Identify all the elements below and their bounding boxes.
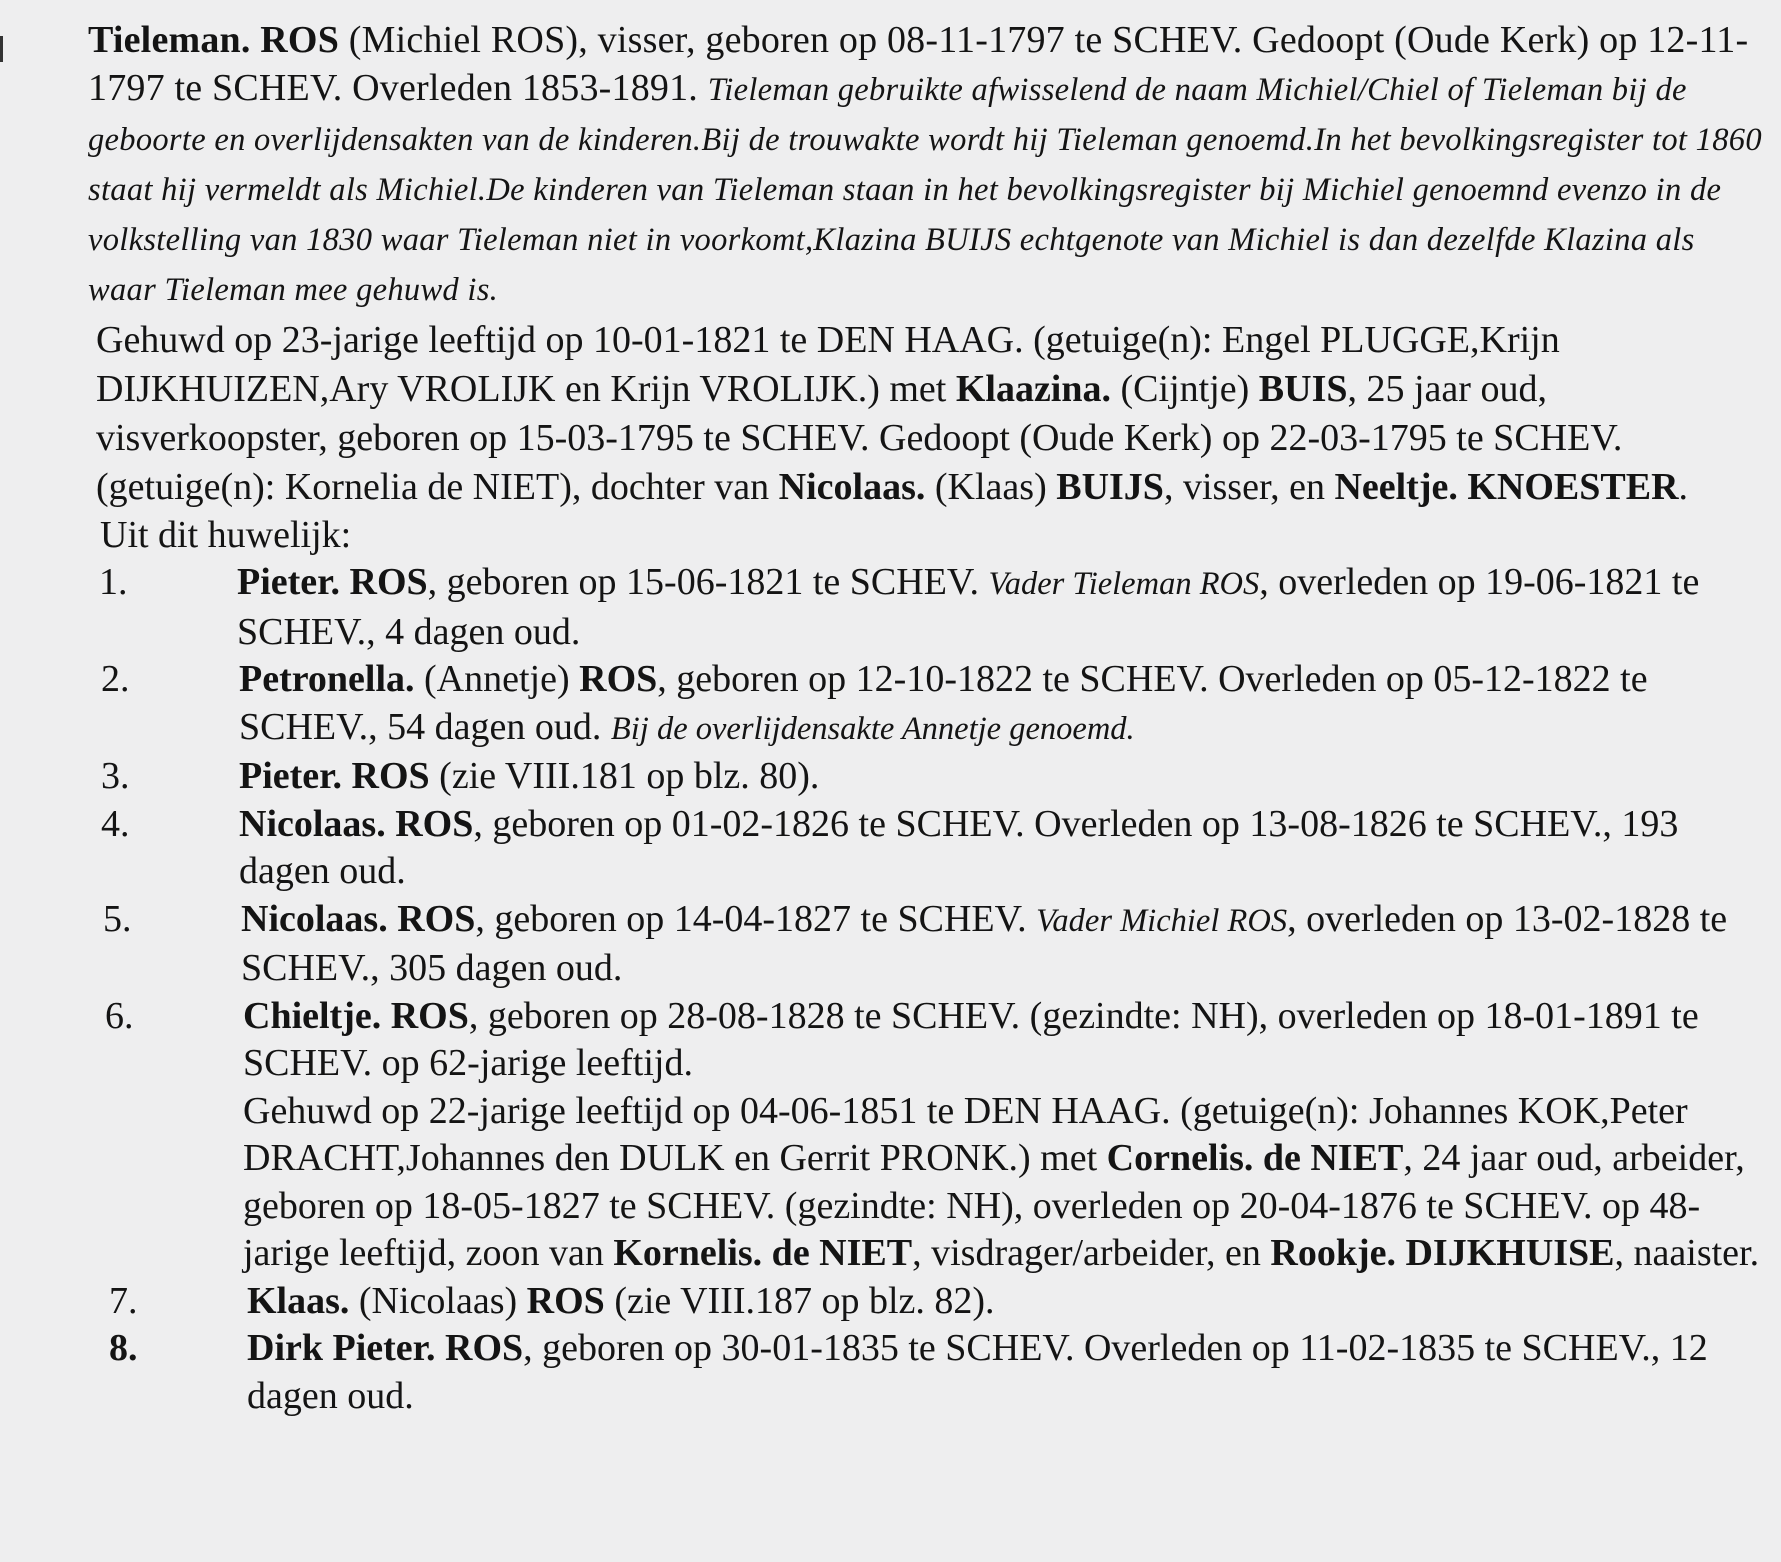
child-first-name: Klaas. — [247, 1279, 350, 1322]
child-number: 7. — [109, 1279, 138, 1322]
child-spouse-text-2: , visdrager/arbeider, en — [912, 1232, 1271, 1274]
parent-alias: (Michiel ROS) — [348, 19, 579, 61]
child-marriage-text: Gehuwd op 22-jarige leeftijd op 04-06-1851 te DEN HAAG. (getuige(n): Johannes KOK,Peter DRACHT,Johannes den DULK en Gerrit PRONK.) met — [243, 1089, 1688, 1179]
child-number: 3. — [101, 755, 130, 797]
child-first-name: Petronella. — [239, 658, 415, 700]
child-number: 4. — [101, 802, 130, 845]
child-note: Vader Michiel ROS — [1036, 902, 1288, 939]
child-text-2: , overleden op 13-02-1828 te SCHEV., 305 dagen oud. — [241, 897, 1728, 989]
marriage-text-1: Gehuwd op 23-jarige leeftijd op 10-01-1821 te DEN HAAG. (getuige(n): Engel PLUGGE,Krijn DIJKHUIZEN,Ary VROLIJK en Krijn VROLIJK.) met — [96, 319, 1560, 410]
child-note: Vader Tieleman ROS — [988, 566, 1260, 602]
child-text: , geboren op 28-08-1828 te SCHEV. (gezindte: NH), overleden op 18-01-1891 te SCHEV. op 62-jarige leeftijd. — [243, 994, 1699, 1084]
child-alias: (Nicolaas) — [349, 1279, 527, 1322]
spouse-first-name: Klaazina. — [955, 368, 1112, 410]
child-name: Pieter. ROS — [239, 755, 430, 797]
child-item — [84, 801, 1768, 896]
child-spouse-name: Cornelis. de NIET — [1106, 1137, 1404, 1179]
child-name: Pieter. ROS — [237, 561, 428, 603]
child-text: (zie VIII.187 op blz. 82). — [604, 1279, 995, 1322]
child-number: 5. — [103, 897, 132, 940]
child-item — [88, 993, 1768, 1278]
parent-details: , visser, geboren op 08-11-1797 te SCHEV. Gedoopt (Oude Kerk) op 12-11-1797 te SCHEV. Overleden 1853-1891. — [88, 19, 1749, 109]
spouse-alias: (Cijntje) — [1111, 368, 1259, 410]
child-text-2: , overleden op 19-06-1821 te SCHEV., 4 dagen oud. — [237, 561, 1700, 653]
parent-entry — [88, 16, 1768, 314]
child-item — [84, 656, 1768, 753]
parent-note: Tieleman gebruikte afwisselend de naam Michiel/Chiel of Tieleman bij de geboorte en overlijdensakten van de kinderen.Bij de trouwakte wordt hij Tieleman genoemd.In het bevolkingsregister tot 1860 staat hij vermeldt als Michiel.De kinderen van Tieleman staan in het bevolkingsregister bij Michiel genoemnd evenzo in de volkstelling van 1830 waar Tieleman niet in voorkomt,Klazina BUIJS echtgenote van Michiel is dan dezelfde Klazina als waar Tieleman mee gehuwd is. — [88, 72, 1762, 308]
marriage-text-3: , visser, en — [1163, 466, 1335, 508]
marriage-entry — [88, 314, 1768, 512]
child-name: Chieltje. ROS — [243, 994, 469, 1037]
child-spouse-father: Kornelis. de NIET — [613, 1232, 913, 1274]
child-note: Bij de overlijdensakte Annetje genoemd. — [610, 710, 1135, 747]
child-text: , geboren op 01-02-1826 te SCHEV. Overleden op 13-08-1826 te SCHEV., 193 dagen oud. — [239, 802, 1679, 892]
child-item — [86, 896, 1768, 993]
child-alias: (Annetje) — [414, 658, 580, 700]
child-name: Nicolaas. ROS — [241, 897, 476, 940]
marriage-text-4: . — [1678, 466, 1689, 508]
child-item — [92, 1325, 1768, 1420]
spouse-father-first-name: Nicolaas. — [778, 466, 926, 508]
child-number: 1. — [99, 561, 128, 603]
child-last-name: ROS — [526, 1279, 605, 1322]
spouse-father-last-name: BUIJS — [1056, 466, 1164, 508]
child-number: 6. — [105, 994, 134, 1037]
child-number: 2. — [101, 658, 130, 700]
child-text: , geboren op 14-04-1827 te SCHEV. — [475, 897, 1037, 940]
child-item — [92, 1278, 1768, 1326]
child-last-name: ROS — [579, 658, 658, 700]
child-spouse-text-3: , naaister. — [1614, 1232, 1760, 1274]
spouse-father-alias: (Klaas) — [925, 466, 1057, 508]
marriage-text-2: , 25 jaar oud, visverkoopster, geboren op 15-03-1795 te SCHEV. Gedoopt (Oude Kerk) op 22-03-1795 te SCHEV. (getuige(n): Kornelia de NIET), dochter van — [96, 368, 1623, 508]
child-text: , geboren op 15-06-1821 te SCHEV. — [427, 561, 989, 603]
child-name: Nicolaas. ROS — [239, 802, 474, 845]
child-item — [82, 559, 1768, 656]
child-text: , geboren op 30-01-1835 te SCHEV. Overleden op 11-02-1835 te SCHEV., 12 dagen oud. — [247, 1327, 1708, 1417]
children-heading: Uit dit huwelijk: — [100, 514, 352, 556]
child-spouse-mother: Rookje. DIJKHUISE — [1270, 1232, 1615, 1274]
child-item — [84, 753, 1768, 801]
child-text: , geboren op 12-10-1822 te SCHEV. Overleden op 05-12-1822 te SCHEV., 54 dagen oud. — [239, 658, 1648, 748]
child-text: (zie VIII.181 op blz. 80). — [429, 755, 820, 797]
genealogy-page — [88, 16, 1768, 1420]
spouse-last-name: BUIS — [1258, 368, 1348, 410]
spouse-mother-name: Neeltje. KNOESTER — [1334, 466, 1679, 508]
margin-mark — [0, 36, 3, 62]
child-name: Dirk Pieter. ROS — [247, 1327, 524, 1369]
child-number: 8. — [109, 1327, 138, 1369]
parent-name: Tieleman. ROS — [88, 19, 340, 61]
child-spouse-text: , 24 jaar oud, arbeider, geboren op 18-05-1827 te SCHEV. (gezindte: NH), overleden op 20-04-1876 te SCHEV. op 48-jarige leeftijd, zoon van — [243, 1137, 1745, 1274]
